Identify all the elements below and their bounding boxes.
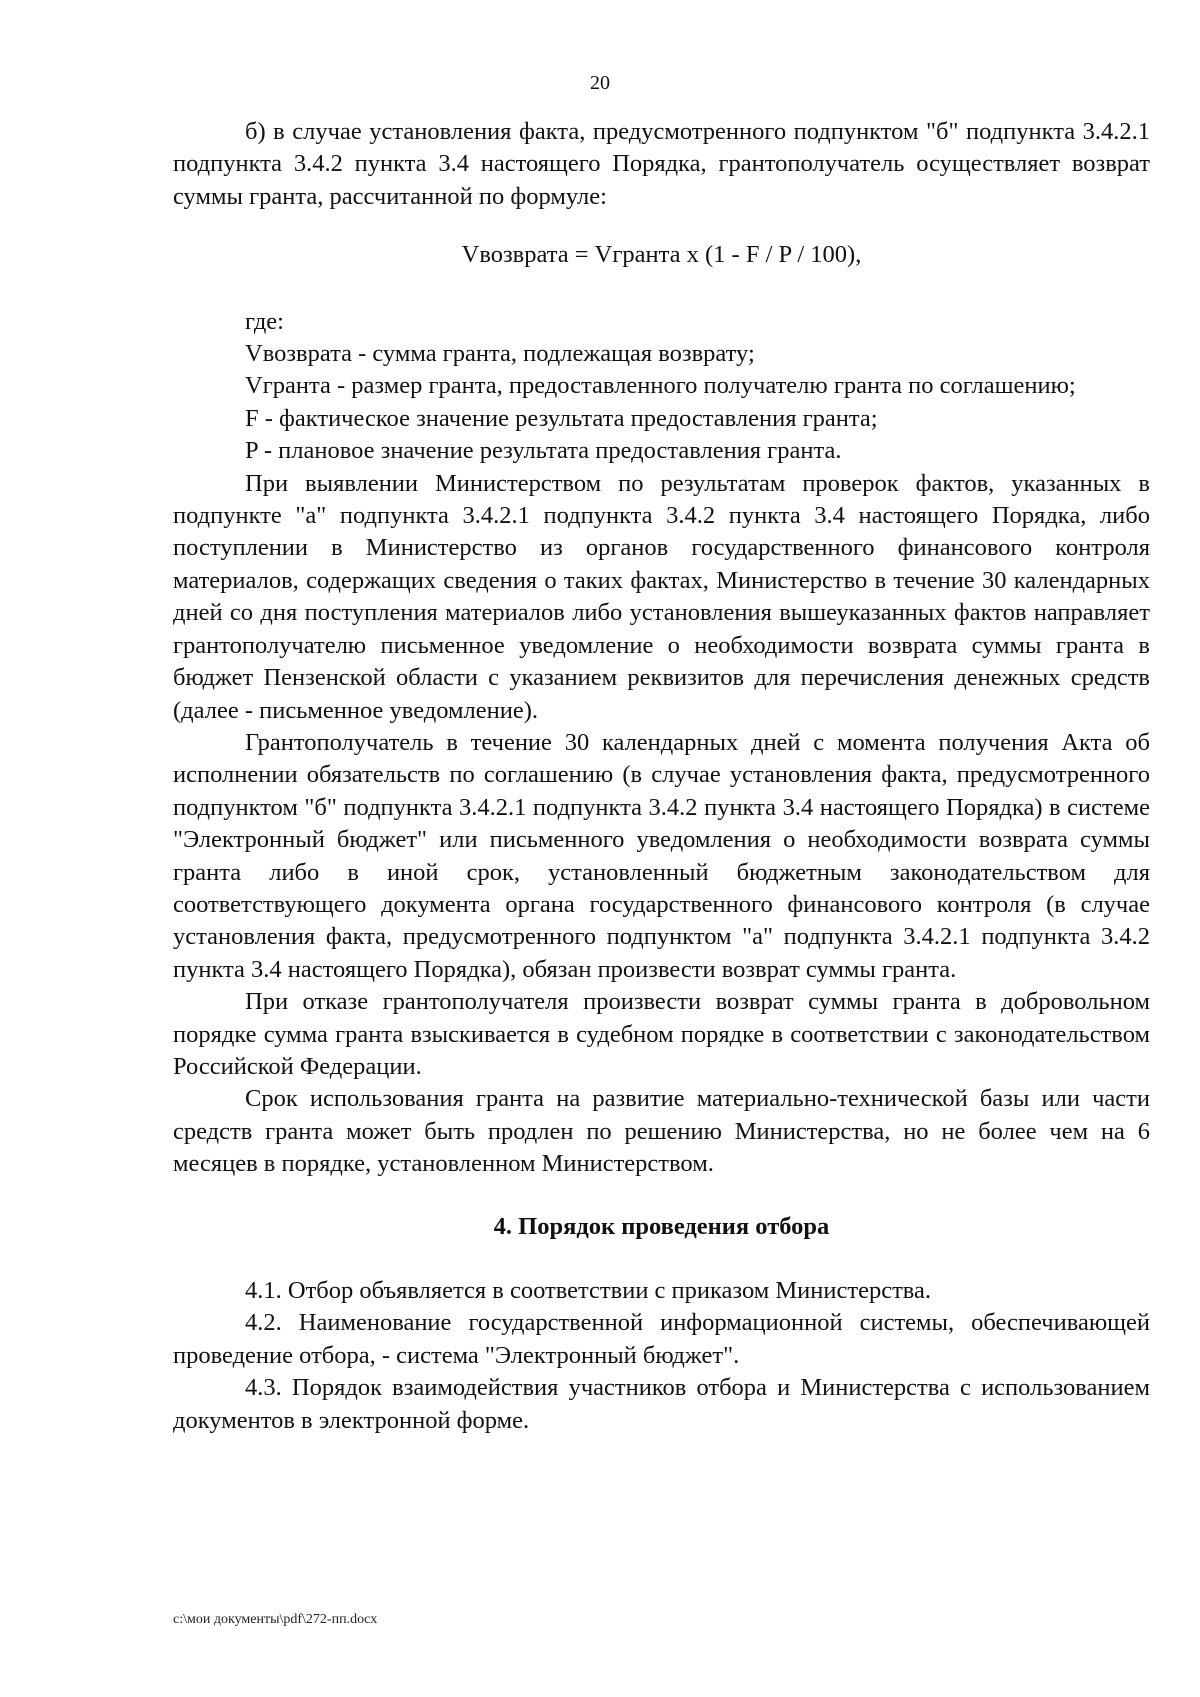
where-label: где: (245, 307, 284, 335)
where-item-p: P - плановое значение результата предоставления гранта. (245, 437, 842, 465)
where-item-f: F - фактическое значение результата предоставления гранта; (245, 404, 878, 432)
paragraph-grantee-obligation: Грантополучатель в течение 30 календарных дней с момента получения Акта об исполнении обязательств по соглашению (в случае установления факта, предусмотренного подпунктом "б" подпункта 3.4.2.1 подпункта 3.4.2 пункта 3.4 настоящего Порядка) в системе "Электронный бюджет" или письменного уведомления о необходимости возврата суммы гранта либо в иной срок, установленный бюджетным законодательством для соответствующего документа органа государственного финансового контроля (в случае установления факта, предусмотренного подпунктом "а" подпункта 3.4.2.1 подпункта 3.4.2 пункта 3.4 настоящего Порядка), обязан произвести возврат суммы гранта. (173, 728, 1150, 983)
section-paragraph-4-2: 4.2. Наименование государственной информационной системы, обеспечивающей проведение отбора, - система "Электронный бюджет". (173, 1309, 1150, 1369)
paragraph-ministry-detection: При выявлении Министерством по результатам проверок фактов, указанных в подпункте "а" подпункта 3.4.2.1 подпункта 3.4.2 пункта 3.4 настоящего Порядка, либо поступлении в Министерство из органов государственного финансового контроля материалов, содержащих сведения о таких фактах, Министерство в течение 30 календарных дней со дня поступления материалов либо установления вышеуказанных фактов направляет грантополучателю письменное уведомление о необходимости возврата суммы гранта в бюджет Пензенской области с указанием реквизитов для перечисления денежных средств (далее - письменное уведомление). (173, 469, 1150, 724)
where-item-v-return: Vвозврата - сумма гранта, подлежащая возврату; (245, 340, 755, 368)
paragraph-extension: Срок использования гранта на развитие материально-технической базы или части средств гранта может быть продлен по решению Министерства, но не более чем на 6 месяцев в порядке, установленном Министерством. (173, 1085, 1150, 1178)
return-formula: Vвозврата = Vгранта x (1 - F / P / 100), (461, 241, 862, 269)
paragraph-refusal: При отказе грантополучателя произвести возврат суммы гранта в добровольном порядке сумма гранта взыскивается в судебном порядке в соответствии с законодательством Российской Федерации. (173, 988, 1150, 1080)
page-number: 20 (590, 72, 610, 94)
section-paragraph-4-1: 4.1. Отбор объявляется в соответствии с приказом Министерства. (245, 1277, 932, 1304)
section-title: 4. Порядок проведения отбора (493, 1212, 830, 1240)
paragraph-return-case-b: б) в случае установления факта, предусмотренного подпунктом "б" подпункта 3.4.2.1 подпункта 3.4.2 пункта 3.4 настоящего Порядка, грантополучатель осуществляет возврат суммы гранта, рассчитанной по формуле: (173, 118, 1150, 210)
section-paragraph-4-3: 4.3. Порядок взаимодействия участников отбора и Министерства с использованием документов в электронной форме. (173, 1374, 1150, 1434)
document-body (173, 116, 1150, 1437)
footer-file-path: c:\мои документы\pdf\272-пп.docx (173, 1612, 378, 1627)
where-item-v-grant: Vгранта - размер гранта, предоставленного получателю гранта по соглашению; (245, 372, 1076, 400)
